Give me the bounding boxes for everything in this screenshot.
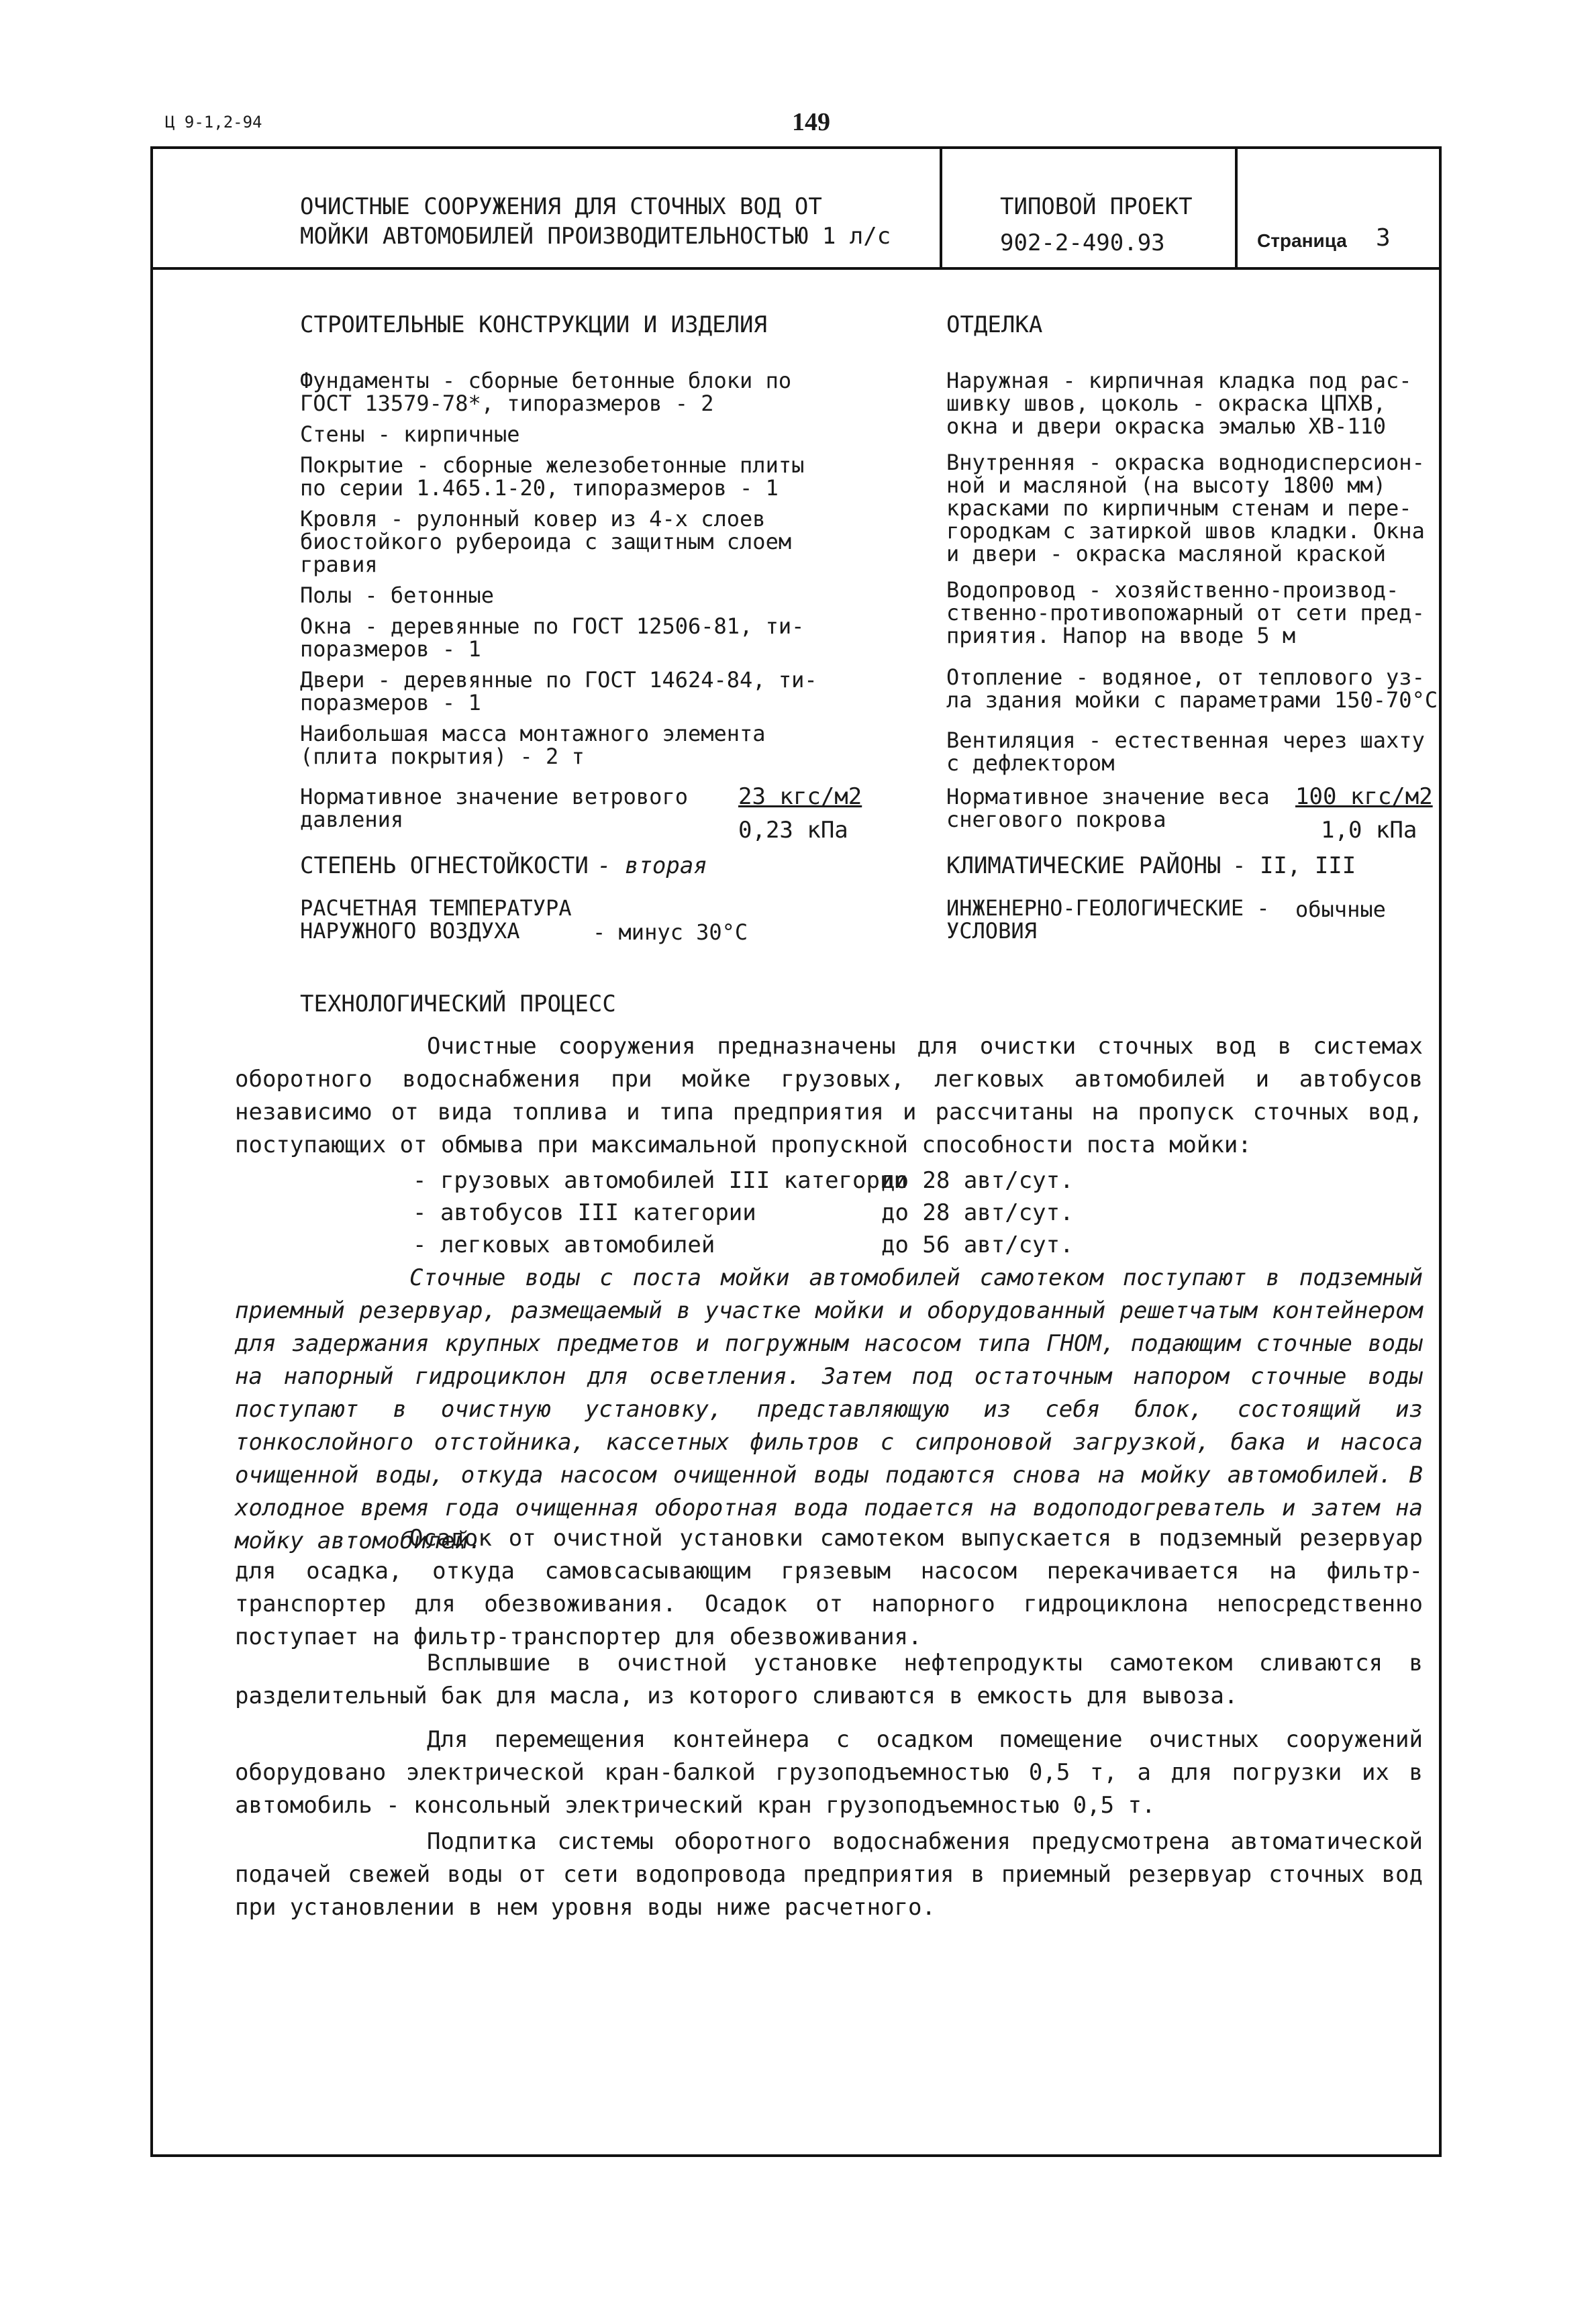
- list-value-buses: до 28 авт/сут.: [881, 1199, 1074, 1226]
- foundations-line-2: ГОСТ 13579-78*, типоразмеров - 2: [300, 391, 714, 416]
- wind-label-line-2: давления: [300, 807, 404, 832]
- temp-label-line-1: РАСЧЕТНАЯ ТЕМПЕРАТУРА: [300, 895, 572, 921]
- list-item-buses: - автобусов III категории: [413, 1199, 756, 1226]
- list-value-trucks: до 28 авт/сут.: [881, 1167, 1074, 1194]
- doors-line-1: Двери - деревянные по ГОСТ 14624-84, ти-: [300, 667, 817, 693]
- snow-value-kgs: 100 кгс/м2: [1295, 783, 1433, 810]
- heating-line-2: ла здания мойки с параметрами 150-70°С: [946, 687, 1438, 713]
- max-mass-line-2: (плита покрытия) - 2 т: [300, 744, 585, 769]
- process-paragraph-4: Всплывшие в очистной установке нефтепродукты самотеком сливаются в разделительный бак для масла, из которого сливаются в емкость для вывоза.: [235, 1650, 1423, 1709]
- heating-line-1: Отопление - водяное, от теплового уз-: [946, 664, 1425, 690]
- process-paragraph-2: Сточные воды с поста мойки автомобилей самотеком поступают в подземный приемный резервуар, размещаемый в участке мойки и оборудованный решетчатым контейнером для задержания крупных предметов и погружным насосом типа ГНОМ, подающим сточные воды на напорный гидроциклон для осветления. Затем под остаточным напором сточные воды поступают в очистную установку, представляющую из себя блок, состоящий из тонкослойного отстойника, кассетных фильтров с сипроновой загрузкой, бака и насоса очищенной воды, откуда насосом очищенной воды подаются снова на мойку автомобилей. В холодное время года очищенная оборотная вода подается на водоподогреватель и затем на мойку автомобилей.: [235, 1264, 1423, 1554]
- doors-line-2: поразмеров - 1: [300, 690, 481, 715]
- process-paragraph-5: Для перемещения контейнера с осадком помещение очистных сооружений оборудовано электрической кран-балкой грузоподъемностью 0,5 т, а для погрузки их в автомобиль - консольный электрический кран грузоподъемностью 0,5 т.: [235, 1726, 1423, 1819]
- roof-cover-line-1: Покрытие - сборные железобетонные плиты: [300, 452, 805, 478]
- left-heading: СТРОИТЕЛЬНЫЕ КОНСТРУКЦИИ И ИЗДЕЛИЯ: [300, 311, 767, 338]
- temp-value: - минус 30°С: [593, 919, 748, 945]
- document-code: Ц 9-1,2-94: [165, 113, 262, 132]
- title-divider-2: [1235, 146, 1238, 270]
- windows-line-1: Окна - деревянные по ГОСТ 12506-81, ти-: [300, 613, 805, 639]
- inner-line-5: и двери - окраска масляной краской: [946, 541, 1387, 566]
- geo-label-line-2: УСЛОВИЯ: [946, 918, 1037, 944]
- fire-label: СТЕПЕНЬ ОГНЕСТОЙКОСТИ: [300, 852, 589, 879]
- max-mass-line-1: Наибольшая масса монтажного элемента: [300, 721, 766, 746]
- process-paragraph-3: Осадок от очистной установки самотеком выпускается в подземный резервуар для осадка, откуда самовсасывающим грязевым насосом перекачивается на фильтр-транспортер для обезвоживания. Осадок от напорного гидроциклона непосредственно поступает на фильтр-транспортер для обезвоживания.: [235, 1525, 1423, 1650]
- title-block-divider: [150, 267, 1442, 270]
- ventilation-line-2: с дефлектором: [946, 750, 1115, 776]
- inner-line-4: городкам с затиркой швов кладки. Окна: [946, 518, 1425, 544]
- process-paragraph-6: Подпитка системы оборотного водоснабжения предусмотрена автоматической подачей свежей воды от сети водопровода предприятия в приемный резервуар сточных вод при установлении в нем уровня воды ниже расчетного.: [235, 1828, 1423, 1921]
- roofing-line-2: биостойкого рубероида с защитным слоем: [300, 529, 792, 554]
- project-label: ТИПОВОЙ ПРОЕКТ: [1000, 193, 1193, 220]
- roofing-line-1: Кровля - рулонный ковер из 4-х слоев: [300, 506, 766, 532]
- geo-value: обычные: [1295, 897, 1386, 922]
- foundations-line-1: Фундаменты - сборные бетонные блоки по: [300, 368, 792, 393]
- fire-value: - вторая: [597, 852, 707, 879]
- floors: Полы - бетонные: [300, 583, 494, 608]
- inner-line-1: Внутренняя - окраска воднодисперсион-: [946, 450, 1425, 475]
- inner-line-2: ной и масляной (на высоту 1800 мм): [946, 472, 1387, 498]
- wind-value-kgs: 23 кгс/м2: [738, 783, 862, 810]
- page-value: 3: [1376, 224, 1391, 252]
- title-divider-1: [940, 146, 942, 270]
- title-line-1: ОЧИСТНЫЕ СООРУЖЕНИЯ ДЛЯ СТОЧНЫХ ВОД ОТ: [300, 193, 822, 220]
- snow-value-kpa: 1,0 кПа: [1321, 817, 1417, 844]
- page-number: 149: [792, 108, 830, 136]
- water-line-1: Водопровод - хозяйственно-производ-: [946, 577, 1399, 603]
- page-label: Страница: [1257, 230, 1347, 251]
- snow-label-line-2: снегового покрова: [946, 807, 1166, 832]
- water-line-3: приятия. Напор на вводе 5 м: [946, 623, 1296, 648]
- walls: Стены - кирпичные: [300, 421, 520, 447]
- climate-label: КЛИМАТИЧЕСКИЕ РАЙОНЫ: [946, 852, 1221, 879]
- ventilation-line-1: Вентиляция - естественная через шахту: [946, 728, 1425, 753]
- outer-line-1: Наружная - кирпичная кладка под рас-: [946, 368, 1412, 393]
- temp-label-line-2: НАРУЖНОГО ВОЗДУХА: [300, 918, 520, 944]
- outer-line-2: шивку швов, цоколь - окраска ЦПХВ,: [946, 391, 1387, 416]
- snow-label-line-1: Нормативное значение веса: [946, 784, 1270, 809]
- wind-label-line-1: Нормативное значение ветрового: [300, 784, 688, 809]
- water-line-2: ственно-противопожарный от сети пред-: [946, 600, 1425, 625]
- windows-line-2: поразмеров - 1: [300, 636, 481, 662]
- roofing-line-3: гравия: [300, 552, 378, 577]
- wind-value-kpa: 0,23 кПа: [738, 817, 848, 844]
- geo-label-line-1: ИНЖЕНЕРНО-ГЕОЛОГИЧЕСКИЕ -: [946, 895, 1270, 921]
- process-heading: ТЕХНОЛОГИЧЕСКИЙ ПРОЦЕСС: [300, 991, 616, 1017]
- title-line-2: МОЙКИ АВТОМОБИЛЕЙ ПРОИЗВОДИТЕЛЬНОСТЬЮ 1 л/с: [300, 223, 891, 250]
- inner-line-3: красками по кирпичным стенам и пере-: [946, 495, 1412, 521]
- roof-cover-line-2: по серии 1.465.1-20, типоразмеров - 1: [300, 475, 779, 501]
- climate-value: - II, III: [1232, 852, 1356, 879]
- list-item-trucks: - грузовых автомобилей III категории: [413, 1167, 907, 1194]
- list-item-cars: - легковых автомобилей: [413, 1232, 715, 1258]
- process-paragraph-1: Очистные сооружения предназначены для очистки сточных вод в системах оборотного водоснабжения при мойке грузовых, легковых автомобилей и автобусов независимо от вида топлива и типа предприятия и рассчитаны на пропуск сточных вод, поступающих от обмыва при максимальной пропускной способности поста мойки:: [235, 1033, 1423, 1158]
- project-number: 902-2-490.93: [1000, 230, 1165, 256]
- list-value-cars: до 56 авт/сут.: [881, 1232, 1074, 1258]
- right-heading: ОТДЕЛКА: [946, 311, 1043, 338]
- outer-line-3: окна и двери окраска эмалью ХВ-110: [946, 413, 1387, 439]
